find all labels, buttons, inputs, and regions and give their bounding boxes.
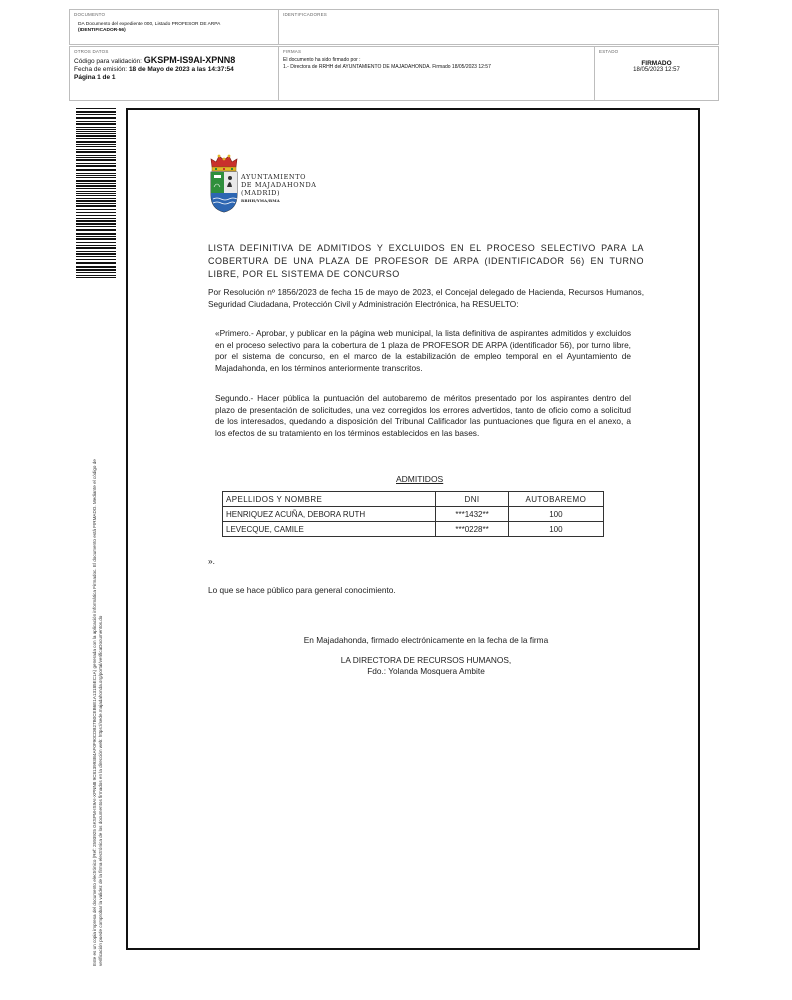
estado-value: FIRMADO: [641, 60, 672, 67]
firmas-cell: [278, 47, 594, 100]
cell-autobaremo: 100: [508, 507, 603, 522]
cell-nombre: LEVECQUE, CAMILE: [223, 522, 436, 537]
table-row: [223, 522, 604, 537]
codigo-prefix: Código para validación:: [74, 58, 142, 65]
otros-datos-label: OTROS DATOS: [74, 49, 109, 54]
estado-cell: [594, 47, 718, 100]
table-header-row: [223, 492, 604, 507]
documento-label: DOCUMENTO: [74, 12, 106, 17]
ayuntamiento-line1: AYUNTAMIENTO: [241, 173, 307, 181]
documento-cell: [70, 10, 278, 44]
header-dni: DNI: [436, 492, 508, 507]
cell-nombre: HENRIQUEZ ACUÑA, DEBORA RUTH: [223, 507, 436, 522]
vertical-verification-text: [92, 306, 104, 966]
ayuntamiento-text: [241, 173, 317, 205]
publico-text: Lo que se hace público para general conocimiento.: [208, 585, 396, 595]
cell-dni: ***0228**: [436, 522, 508, 537]
header-autobaremo: AUTOBAREMO: [508, 492, 603, 507]
table-row: [223, 507, 604, 522]
codigo-validacion: GKSPM-IS9AI-XPNN8: [143, 55, 236, 65]
identificadores-cell: [278, 10, 718, 44]
firmas-line1: El documento ha sido firmado por :: [283, 57, 361, 63]
sign-role: LA DIRECTORA DE RECURSOS HUMANOS,: [340, 655, 512, 665]
intro-paragraph: Por Resolución nº 1856/2023 de fecha 15 de mayo de 2023, el Concejal delegado de Hacienda, Recursos Humanos, Seguridad Ciudadana, Protección Civil y Administración Electrónica, ha RESUELTO:: [208, 287, 644, 309]
coat-of-arms-icon: [208, 153, 240, 213]
ayuntamiento-line2: DE MAJADAHONDA: [241, 181, 317, 189]
ayuntamiento-line3: (MADRID): [241, 189, 281, 197]
admitidos-title: ADMITIDOS: [396, 474, 444, 484]
document-header-bottom: [69, 46, 719, 101]
firmas-line2: 1.- Directora de RRHH del AYUNTAMIENTO DE MAJADAHONDA. Firmado 18/05/2023 12:57: [283, 64, 491, 70]
admitidos-table: [222, 491, 604, 537]
header-apellidos: APELLIDOS Y NOMBRE: [223, 492, 436, 507]
barcode-icon: [76, 108, 116, 278]
ayuntamiento-logo: [208, 153, 338, 213]
document-title: LISTA DEFINITIVA DE ADMITIDOS Y EXCLUIDOS EN EL PROCESO SELECTIVO PARA LA COBERTURA DE UNA PLAZA DE PROFESOR DE ARPA (IDENTIFICADOR 56) EN TURNO LIBRE, POR EL SISTEMA DE CONCURSO: [208, 243, 644, 279]
cell-dni: ***1432**: [436, 507, 508, 522]
pagina: Página 1 de 1: [74, 74, 116, 81]
cell-autobaremo: 100: [508, 522, 603, 537]
close-quote: ».: [208, 556, 215, 566]
documento-line1: DA Documento del expediente 000, Listado PROFESOR DE ARPA: [78, 22, 221, 27]
document-header-top: [69, 9, 719, 45]
otros-datos-cell: [70, 47, 278, 100]
first-paragraph: «Primero.- Aprobar, y publicar en la página web municipal, la lista definitiva de aspirantes admitidos y excluidos en el proceso selectivo para la cobertura de 1 plaza de PROFESOR DE ARPA (identificador 56), por turno libre, por el sistema de concurso, en el marco de la estabilización de empleo temporal en el Ayuntamiento de Majadahonda, en los términos anteriormente transcritos.: [215, 328, 631, 373]
firmas-label: FIRMAS: [283, 49, 302, 54]
estado-date: 18/05/2023 12:57: [633, 67, 680, 73]
estado-label: ESTADO: [599, 49, 619, 54]
ayuntamiento-ref: RRHH/YMA/BMA: [241, 198, 280, 203]
vertical-text-line1: Este es un copia impresa del documento electrónico (Ref: 2593925 GKSPM-IS9AI-XPNN8 9C813993B4AF0F90CDB27B0CEB6E1A13185EC1A) generada con la aplicación informática Firmadoc. El documento está FIRMADO. Mediante el código de: [92, 459, 97, 966]
fecha-prefix: Fecha de emisión:: [74, 66, 128, 73]
documento-line2: (IDENTIFICADOR-56): [78, 28, 126, 33]
fecha-emision: 18 de Mayo de 2023 a las 14:37:54: [128, 66, 234, 73]
sign-name: Fdo.: Yolanda Mosquera Ambite: [367, 666, 485, 676]
second-paragraph: Segundo.- Hacer pública la puntuación del autobaremo de méritos presentado por los aspirantes dentro del plazo de presentación de solicitudes, una vez corregidos los errores advertidos, tanto de oficio como a solicitud de los interesados, quedando a disposición del Tribunal Calificador las puntuaciones que figura en el anexo, a los efectos de su tratamiento en los términos establecidos en las bases.: [215, 393, 631, 438]
sign-place: En Majadahonda, firmado electrónicamente en la fecha de la firma: [303, 635, 549, 645]
vertical-text-line2: verificación puede comprobar la validez de la firma electrónica de los documentos firmados en la dirección web: https://sede.majadahonda.org/portal/verificaDocumentos.do: [98, 615, 103, 966]
identificadores-label: IDENTIFICADORES: [283, 12, 328, 17]
